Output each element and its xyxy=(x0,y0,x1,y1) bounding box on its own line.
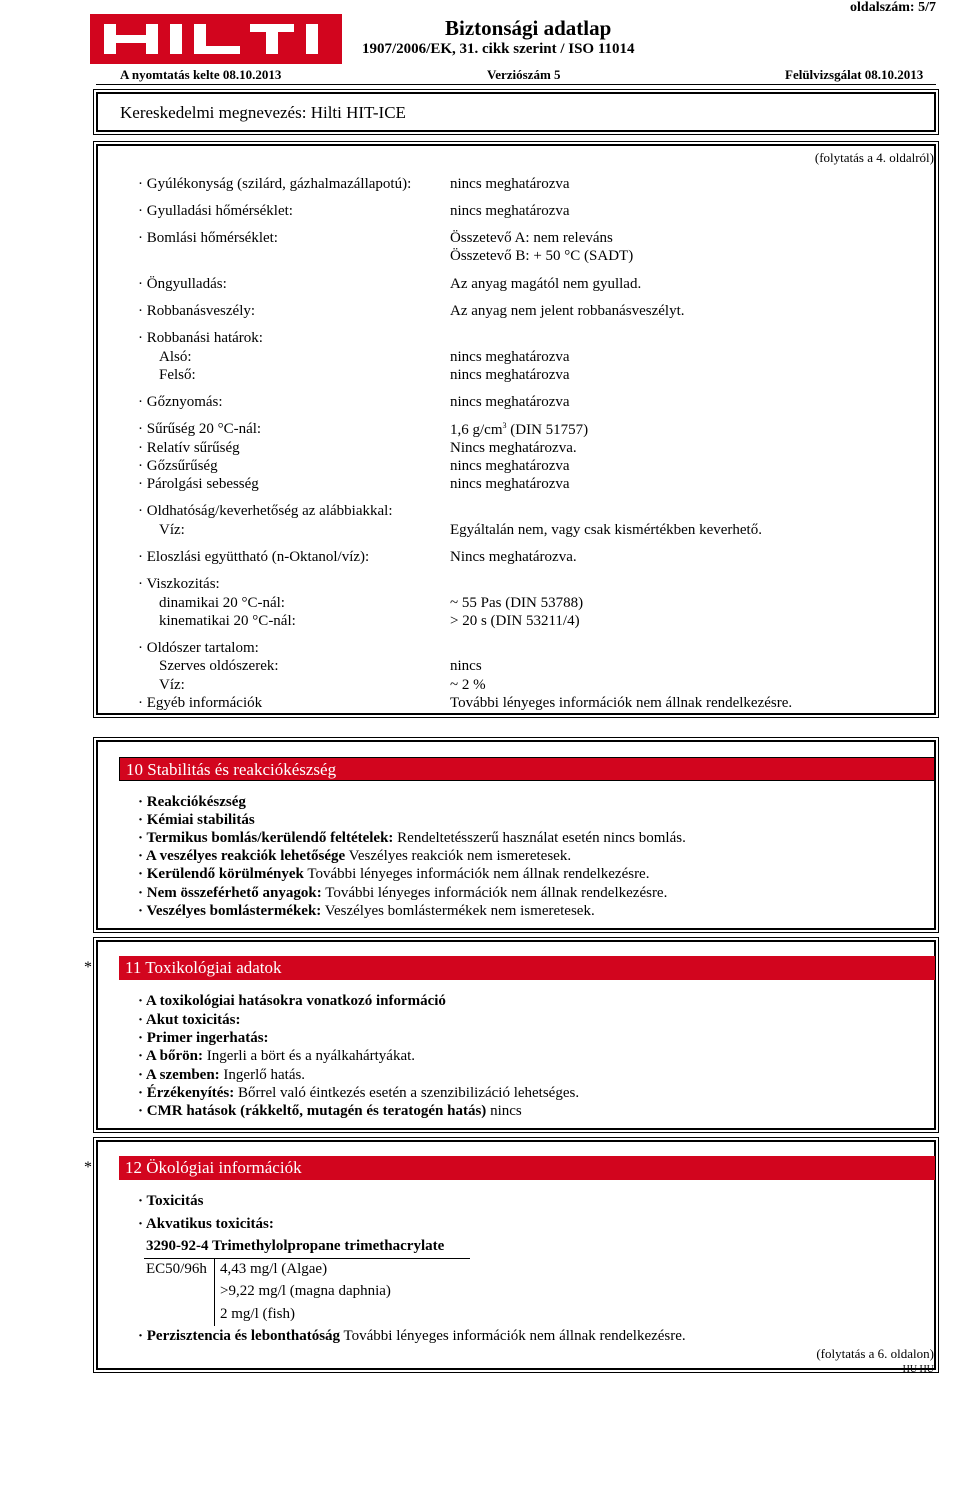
table-column-rule xyxy=(214,1258,215,1326)
water-content-label: Víz: xyxy=(159,677,185,693)
test-type: EC50/96h xyxy=(146,1261,207,1277)
organic-solvents-label: Szerves oldószerek: xyxy=(159,658,279,674)
s10-line: · Kémiai stabilitás xyxy=(138,812,255,828)
aquatic-toxicity-label: · Akvatikus toxicitás: xyxy=(138,1216,274,1232)
language-code: HU HU xyxy=(902,1364,934,1375)
s11-line: · A bőrön: Ingerli a bört és a nyálkahártyákat. xyxy=(138,1048,416,1064)
ignition-temp-value: nincs meghatározva xyxy=(450,203,570,219)
vapour-density-value: nincs meghatározva xyxy=(450,458,570,474)
evaporation-rate-value: nincs meghatározva xyxy=(450,476,570,492)
upper-limit-label: Felső: xyxy=(159,367,196,383)
decomposition-temp-value-b: Összetevő B: + 50 °C (SADT) xyxy=(450,248,634,264)
vapour-pressure-label: · Gőznyomás: xyxy=(138,394,223,410)
s11-line: · A szemben: Ingerlő hatás. xyxy=(138,1067,306,1083)
other-info-label: · Egyéb információk xyxy=(138,695,263,711)
dynamic-viscosity-label: dinamikai 20 °C-nál: xyxy=(159,595,285,611)
partition-coefficient-value: Nincs meghatározva. xyxy=(450,549,577,565)
s10-line: · Nem összeférhető anyagok: További lényeges információk nem állnak rendelkezésre. xyxy=(138,885,668,901)
section-10-title: 10 Stabilitás és reakciókészség xyxy=(119,757,935,781)
section-12-change-marker: * xyxy=(84,1159,92,1176)
solubility-water-value: Egyáltalán nem, vagy csak kismértékben keverhető. xyxy=(450,522,762,538)
dynamic-viscosity-value: ~ 55 Pas (DIN 53788) xyxy=(450,595,584,611)
decomposition-temp-value-a: Összetevő A: nem releváns xyxy=(450,230,613,246)
explosion-limits-label: · Robbanási határok: xyxy=(138,330,263,346)
water-content-value: ~ 2 % xyxy=(450,677,486,693)
continued-from: (folytatás a 4. oldalról) xyxy=(814,150,934,165)
explosion-hazard-value: Az anyag nem jelent robbanásveszélyt. xyxy=(450,303,685,319)
organic-solvents-value: nincs xyxy=(450,658,482,674)
table-top-rule xyxy=(144,1258,470,1259)
s10-line: · A veszélyes reakciók lehetősége Veszélyes reakciók nem ismeretesek. xyxy=(138,848,572,864)
s11-line: · Primer ingerhatás: xyxy=(138,1030,269,1046)
density-label: · Sűrűség 20 °C-nál: xyxy=(138,421,262,437)
partition-coefficient-label: · Eloszlási együttható (n-Oktanol/víz): xyxy=(138,549,370,565)
version: Verziószám 5 xyxy=(487,67,561,82)
viscosity-label: · Viszkozitás: xyxy=(138,576,220,592)
section-11-change-marker: * xyxy=(84,959,92,976)
lower-limit-value: nincs meghatározva xyxy=(450,349,570,365)
self-ignition-label: · Öngyulladás: xyxy=(138,276,227,292)
s11-line: · CMR hatások (rákkeltő, mutagén és teratogén hatás) nincs xyxy=(138,1103,522,1119)
result-daphnia: >9,22 mg/l (magna daphnia) xyxy=(220,1283,391,1299)
decomposition-temp-label: · Bomlási hőmérséklet: xyxy=(138,230,278,246)
vapour-pressure-value: nincs meghatározva xyxy=(450,394,570,410)
continued-on: (folytatás a 6. oldalon) xyxy=(816,1346,934,1361)
result-algae: 4,43 mg/l (Algae) xyxy=(220,1261,328,1277)
s11-line: · Akut toxicitás: xyxy=(138,1012,241,1028)
lower-limit-label: Alsó: xyxy=(159,349,192,365)
substance-name: 3290-92-4 Trimethylolpropane trimethacrylate xyxy=(146,1238,445,1254)
trade-name: Kereskedelmi megnevezés: Hilti HIT-ICE xyxy=(120,103,406,122)
header-divider xyxy=(96,84,936,85)
s10-line: · Kerülendő körülmények További lényeges információk nem állnak rendelkezésre. xyxy=(138,866,650,882)
revision-date: Felülvizsgálat 08.10.2013 xyxy=(785,67,924,82)
relative-density-label: · Relatív sűrűség xyxy=(138,440,240,456)
self-ignition-value: Az anyag magától nem gyullad. xyxy=(450,276,642,292)
s10-line: · Veszélyes bomlástermékek: Veszélyes bomlástermékek nem ismeretesek. xyxy=(138,903,595,919)
vapour-density-label: · Gőzsűrűség xyxy=(138,458,218,474)
section-12-title: 12 Ökológiai információk xyxy=(119,1156,935,1180)
s10-line: · Reakciókészség xyxy=(138,794,246,810)
flammability-label: · Gyúlékonyság (szilárd, gázhalmazállapotú): xyxy=(138,176,412,192)
other-info-value: További lényeges információk nem állnak rendelkezésre. xyxy=(450,695,793,711)
solubility-label: · Oldhatóság/keverhetőség az alábbiakkal: xyxy=(138,503,393,519)
explosion-hazard-label: · Robbanásveszély: xyxy=(138,303,256,319)
section-11-title: 11 Toxikológiai adatok xyxy=(119,956,935,980)
upper-limit-value: nincs meghatározva xyxy=(450,367,570,383)
s11-line: · A toxikológiai hatásokra vonatkozó információ xyxy=(138,993,446,1009)
page-number: oldalszám: 5/7 xyxy=(850,0,936,15)
solubility-water-label: Víz: xyxy=(159,522,185,538)
document-title: Biztonsági adatlap xyxy=(445,16,612,40)
s11-line: · Érzékenyítés: Bőrrel való éintkezés esetén a szenzibilizáció lehetséges. xyxy=(138,1085,580,1101)
kinematic-viscosity-value: > 20 s (DIN 53211/4) xyxy=(450,613,580,629)
document-subtitle: 1907/2006/EK, 31. cikk szerint / ISO 11014 xyxy=(362,41,635,57)
persistence-line: · Perzisztencia és lebonthatóság További lényeges információk nem állnak rendelkezésre. xyxy=(138,1328,686,1344)
print-date: A nyomtatás kelte 08.10.2013 xyxy=(120,67,282,82)
flammability-value: nincs meghatározva xyxy=(450,176,570,192)
evaporation-rate-label: · Párolgási sebesség xyxy=(138,476,259,492)
solvent-content-label: · Oldószer tartalom: xyxy=(138,640,259,656)
density-value: 1,6 $g/cm^3$ (DIN 51757) xyxy=(450,421,589,438)
kinematic-viscosity-label: kinematikai 20 °C-nál: xyxy=(159,613,296,629)
hilti-logo xyxy=(90,14,342,64)
s10-line: · Termikus bomlás/kerülendő feltételek: Rendeltetésszerű használat esetén nincs bomlás. xyxy=(138,830,686,846)
toxicity-label: · Toxicitás xyxy=(138,1193,204,1209)
result-fish: 2 mg/l (fish) xyxy=(220,1306,295,1322)
relative-density-value: Nincs meghatározva. xyxy=(450,440,577,456)
ignition-temp-label: · Gyulladási hőmérséklet: xyxy=(138,203,293,219)
